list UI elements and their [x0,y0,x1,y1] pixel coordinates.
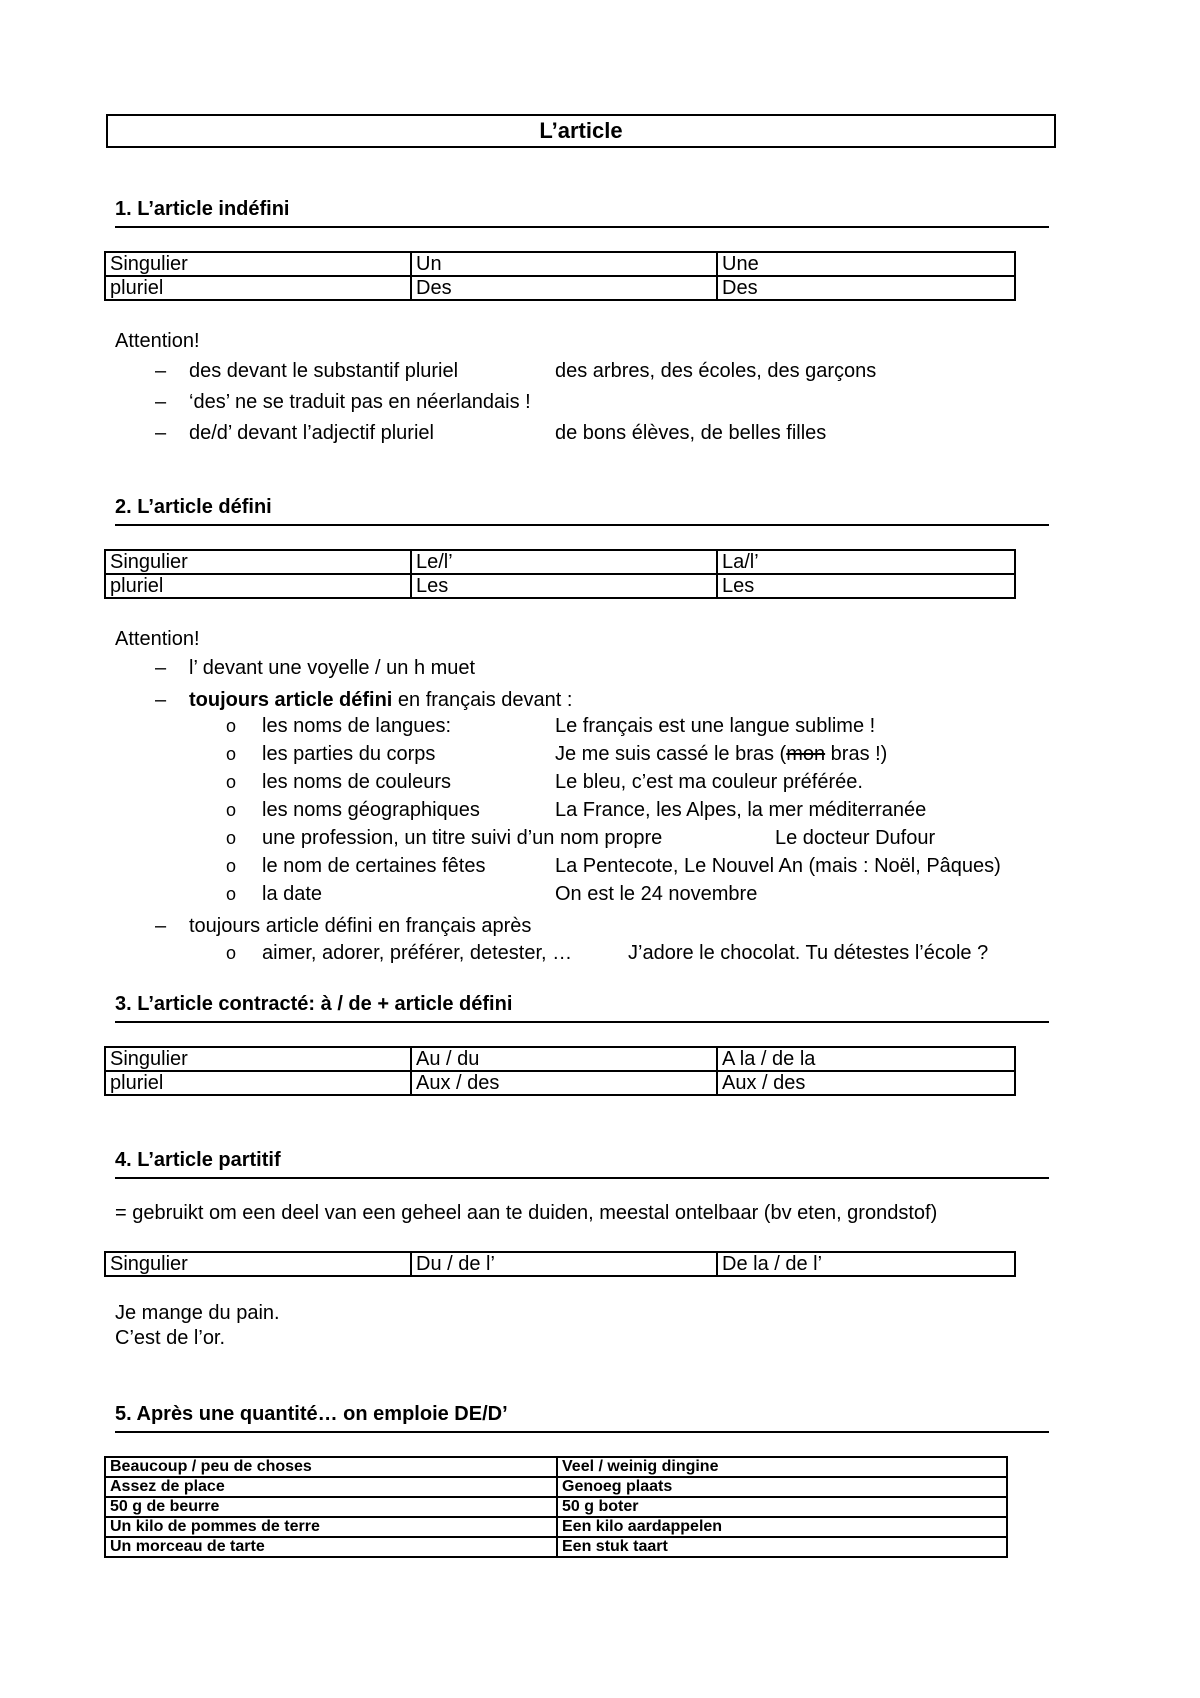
bullet-icon: o [226,943,237,963]
table-cell: Singulier [105,550,411,574]
table-row [105,1537,1007,1557]
subitem-label: les noms géographiques [262,799,480,821]
table-cell: 50 g boter [557,1497,1007,1517]
bullet-icon: o [226,884,237,904]
table-row [105,1477,1007,1497]
attention-label: Attention! [115,628,200,650]
attention-label: Attention! [115,330,200,352]
table-cell: Singulier [105,252,411,276]
table-cell: Le/l’ [411,550,717,574]
note-example: de bons élèves, de belles filles [555,422,827,444]
table-cell: pluriel [105,1071,411,1095]
subitem-example: La Pentecote, Le Nouvel An (mais : Noël, Pâques) [555,855,1001,877]
section-5-heading: 5. Après une quantité… on emploie DE/D’ [115,1402,1049,1433]
bullet-icon: o [226,772,237,792]
table-cell: Een kilo aardappelen [557,1517,1007,1537]
bullet-icon: o [226,800,237,820]
bullet-icon: o [226,716,237,736]
example-sentence: C’est de l’or. [115,1327,226,1349]
note-label [189,688,572,712]
table-row [105,1252,1015,1276]
subitem-label: aimer, adorer, préférer, detester, … [262,942,573,964]
note-label: toujours article défini en français après [189,915,532,937]
table-cell: pluriel [105,276,411,300]
table-cell: Aux / des [717,1071,1015,1095]
table-row [105,1517,1007,1537]
table-cell: Les [411,574,717,598]
subitem-label: le nom de certaines fêtes [262,855,486,877]
table-cell: Un kilo de pommes de terre [105,1517,557,1537]
page-title: L’article [106,114,1056,148]
subitem-label: les parties du corps [262,743,436,765]
table-row [105,252,1015,276]
table-row [105,550,1015,574]
dash-icon: – [155,360,167,382]
table-cell: Au / du [411,1047,717,1071]
note-label: ‘des’ ne se traduit pas en néerlandais ! [189,391,531,413]
note-label: de/d’ devant l’adjectif pluriel [189,422,434,444]
partitive-definition: = gebruikt om een deel van een geheel aan te duiden, meestal ontelbaar (bv eten, grondstof) [115,1202,938,1224]
note-label: des devant le substantif pluriel [189,360,459,382]
table-row [105,1071,1015,1095]
table-cell: 50 g de beurre [105,1497,557,1517]
subitem-example [555,742,887,766]
table-cell: Un [411,252,717,276]
partitive-article-table [104,1251,1016,1277]
table-row [105,1497,1007,1517]
table-row [105,1047,1015,1071]
subitem-example: Le docteur Dufour [775,827,936,849]
note-text: en français devant : [392,689,573,711]
dash-icon: – [155,422,167,444]
example-text: Je me suis cassé le bras ( [555,743,787,765]
dash-icon: – [155,657,167,679]
subitem-example: J’adore le chocolat. Tu détestes l’école ? [628,942,989,964]
table-cell: Beaucoup / peu de choses [105,1457,557,1477]
section-4-heading: 4. L’article partitif [115,1148,1049,1179]
note-bold-text: toujours article défini [189,689,393,711]
table-cell: Singulier [105,1252,411,1276]
subitem-label: une profession, un titre suivi d’un nom propre [262,827,663,849]
bullet-icon: o [226,856,237,876]
dash-icon: – [155,915,167,937]
table-cell: A la / de la [717,1047,1015,1071]
contracted-article-table [104,1046,1016,1096]
section-1-heading: 1. L’article indéfini [115,197,1049,228]
table-cell: De la / de l’ [717,1252,1015,1276]
bullet-icon: o [226,744,237,764]
subitem-label: les noms de couleurs [262,771,451,793]
table-cell: Les [717,574,1015,598]
table-cell: La/l’ [717,550,1015,574]
note-label: l’ devant une voyelle / un h muet [189,657,476,679]
subitem-label: les noms de langues: [262,715,452,737]
dash-icon: – [155,689,167,711]
table-cell: Genoeg plaats [557,1477,1007,1497]
section-3-heading: 3. L’article contracté: à / de + article défini [115,992,1049,1023]
indefinite-article-table [104,251,1016,301]
table-cell: Un morceau de tarte [105,1537,557,1557]
table-cell: Een stuk taart [557,1537,1007,1557]
subitem-example: Le bleu, c’est ma couleur préférée. [555,771,863,793]
strikethrough-text: mon [786,743,826,765]
table-row [105,574,1015,598]
table-row [105,1457,1007,1477]
section-2-heading: 2. L’article défini [115,495,1049,526]
subitem-label: la date [262,883,323,905]
note-example: des arbres, des écoles, des garçons [555,360,877,382]
subitem-example: On est le 24 novembre [555,883,758,905]
table-cell: Du / de l’ [411,1252,717,1276]
table-cell: pluriel [105,574,411,598]
table-cell: Assez de place [105,1477,557,1497]
subitem-example: Le français est une langue sublime ! [555,715,876,737]
definite-article-table [104,549,1016,599]
table-cell: Singulier [105,1047,411,1071]
subitem-example: La France, les Alpes, la mer méditerranée [555,799,927,821]
table-cell: Aux / des [411,1071,717,1095]
table-cell: Veel / weinig dingine [557,1457,1007,1477]
example-text: bras !) [825,743,888,765]
table-cell: Des [717,276,1015,300]
bullet-icon: o [226,828,237,848]
dash-icon: – [155,391,167,413]
table-row [105,276,1015,300]
quantity-table [104,1456,1008,1558]
example-sentence: Je mange du pain. [115,1302,280,1324]
table-cell: Des [411,276,717,300]
table-cell: Une [717,252,1015,276]
